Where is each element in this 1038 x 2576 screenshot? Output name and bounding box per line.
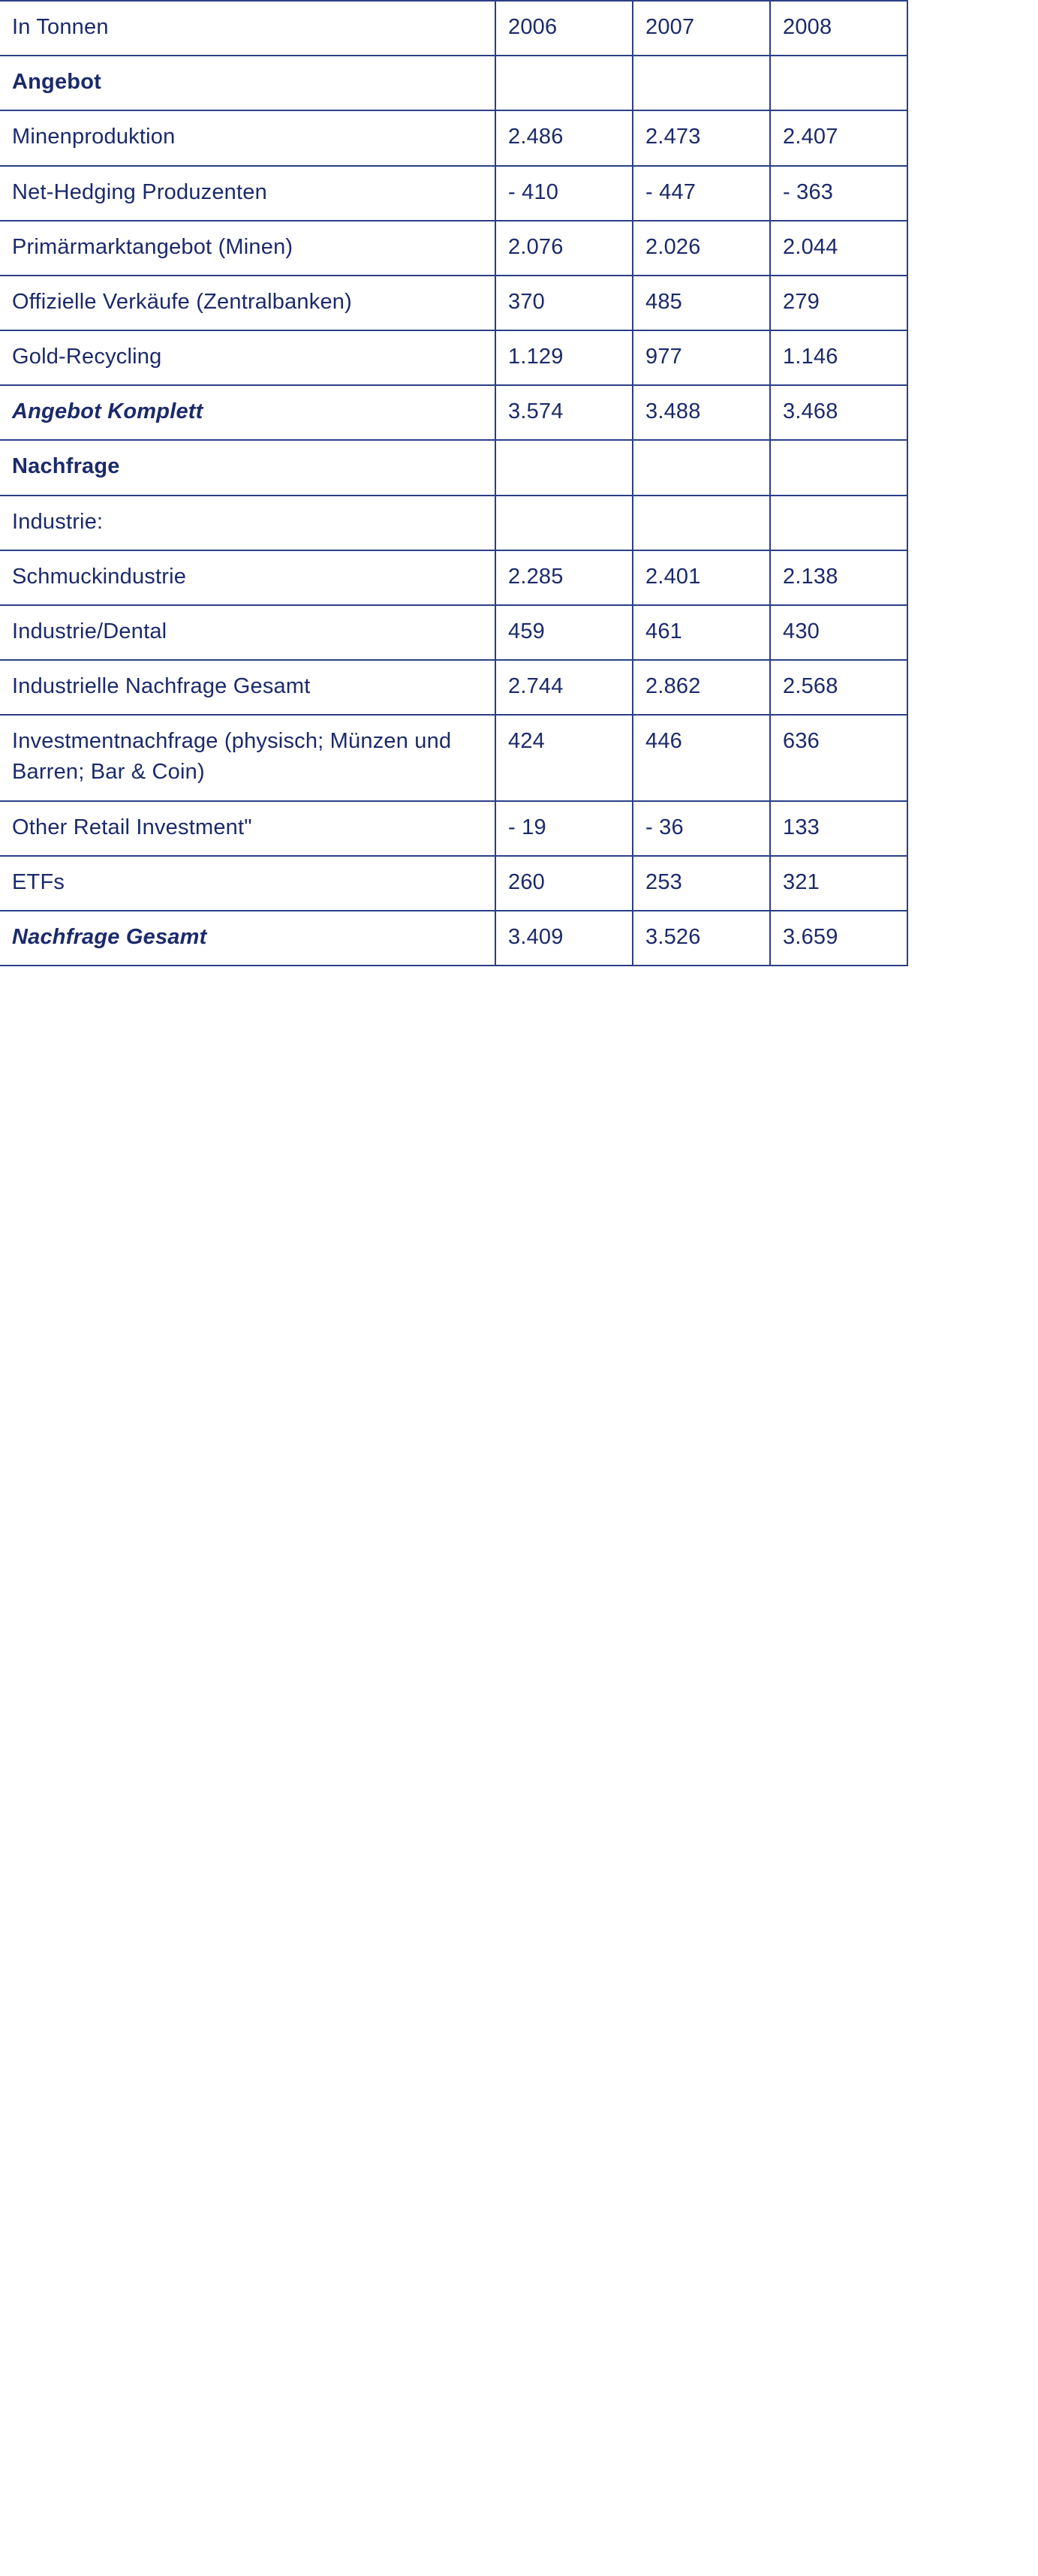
table-row bbox=[0, 550, 907, 605]
table-row bbox=[0, 496, 907, 550]
row-value: 133 bbox=[770, 801, 907, 856]
row-label: Other Retail Investment" bbox=[0, 801, 495, 856]
row-value: 321 bbox=[770, 856, 907, 911]
row-value: 636 bbox=[770, 715, 907, 800]
row-value: 446 bbox=[633, 715, 770, 800]
row-label: Nachfrage bbox=[0, 440, 495, 495]
row-value: 485 bbox=[633, 276, 770, 330]
row-value: 2.473 bbox=[633, 110, 770, 165]
row-value: 461 bbox=[633, 605, 770, 660]
table-row bbox=[0, 56, 907, 110]
gold-supply-demand-table bbox=[0, 0, 908, 966]
table-row bbox=[0, 385, 907, 440]
row-value: - 363 bbox=[770, 166, 907, 221]
row-value bbox=[495, 56, 633, 110]
table-row bbox=[0, 715, 907, 800]
row-label: Minenproduktion bbox=[0, 110, 495, 165]
row-value bbox=[495, 496, 633, 550]
table-row bbox=[0, 330, 907, 385]
row-label: Net-Hedging Produzenten bbox=[0, 166, 495, 221]
table-row bbox=[0, 440, 907, 495]
row-value: 1.129 bbox=[495, 330, 633, 385]
table-row bbox=[0, 276, 907, 330]
table-row bbox=[0, 166, 907, 221]
row-value: 2.044 bbox=[770, 221, 907, 276]
row-label: Nachfrage Gesamt bbox=[0, 911, 495, 966]
row-value: 279 bbox=[770, 276, 907, 330]
row-value: 424 bbox=[495, 715, 633, 800]
row-value: 3.488 bbox=[633, 385, 770, 440]
row-value: 2.138 bbox=[770, 550, 907, 605]
table-row bbox=[0, 1, 907, 56]
row-value bbox=[770, 56, 907, 110]
row-value bbox=[633, 440, 770, 495]
row-value: 2.486 bbox=[495, 110, 633, 165]
table-row bbox=[0, 605, 907, 660]
row-value: 253 bbox=[633, 856, 770, 911]
row-value bbox=[633, 496, 770, 550]
row-value: 3.526 bbox=[633, 911, 770, 966]
row-value: - 447 bbox=[633, 166, 770, 221]
row-value: 977 bbox=[633, 330, 770, 385]
row-value: 2.076 bbox=[495, 221, 633, 276]
row-value: 3.409 bbox=[495, 911, 633, 966]
row-value: 430 bbox=[770, 605, 907, 660]
row-value: 2.744 bbox=[495, 660, 633, 715]
table-row bbox=[0, 856, 907, 911]
table-row bbox=[0, 801, 907, 856]
row-value bbox=[633, 56, 770, 110]
row-value: 3.468 bbox=[770, 385, 907, 440]
row-label: Industrielle Nachfrage Gesamt bbox=[0, 660, 495, 715]
row-value bbox=[770, 496, 907, 550]
row-value bbox=[495, 440, 633, 495]
row-label: Primärmarktangebot (Minen) bbox=[0, 221, 495, 276]
row-value: - 36 bbox=[633, 801, 770, 856]
row-value bbox=[770, 440, 907, 495]
row-value: 2006 bbox=[495, 1, 633, 56]
row-label: Industrie/Dental bbox=[0, 605, 495, 660]
row-value: 370 bbox=[495, 276, 633, 330]
row-label: Angebot bbox=[0, 56, 495, 110]
row-label: Industrie: bbox=[0, 496, 495, 550]
row-label: Schmuckindustrie bbox=[0, 550, 495, 605]
row-value: 260 bbox=[495, 856, 633, 911]
row-label: Investmentnachfrage (physisch; Münzen und Barren; Bar & Coin) bbox=[0, 715, 495, 800]
row-label: Offizielle Verkäufe (Zentralbanken) bbox=[0, 276, 495, 330]
row-value: 2.862 bbox=[633, 660, 770, 715]
table-row bbox=[0, 660, 907, 715]
row-label: Gold-Recycling bbox=[0, 330, 495, 385]
row-label: ETFs bbox=[0, 856, 495, 911]
row-value: 3.659 bbox=[770, 911, 907, 966]
row-value: 3.574 bbox=[495, 385, 633, 440]
row-value: - 410 bbox=[495, 166, 633, 221]
row-value: 2008 bbox=[770, 1, 907, 56]
table-row bbox=[0, 221, 907, 276]
row-value: 2.568 bbox=[770, 660, 907, 715]
row-label: Angebot Komplett bbox=[0, 385, 495, 440]
row-value: 2.285 bbox=[495, 550, 633, 605]
row-value: 2.401 bbox=[633, 550, 770, 605]
row-value: 2007 bbox=[633, 1, 770, 56]
table-body bbox=[0, 1, 907, 966]
row-value: 459 bbox=[495, 605, 633, 660]
row-value: 2.026 bbox=[633, 221, 770, 276]
table-row bbox=[0, 911, 907, 966]
row-value: 1.146 bbox=[770, 330, 907, 385]
row-value: - 19 bbox=[495, 801, 633, 856]
row-value: 2.407 bbox=[770, 110, 907, 165]
row-label: In Tonnen bbox=[0, 1, 495, 56]
table-row bbox=[0, 110, 907, 165]
